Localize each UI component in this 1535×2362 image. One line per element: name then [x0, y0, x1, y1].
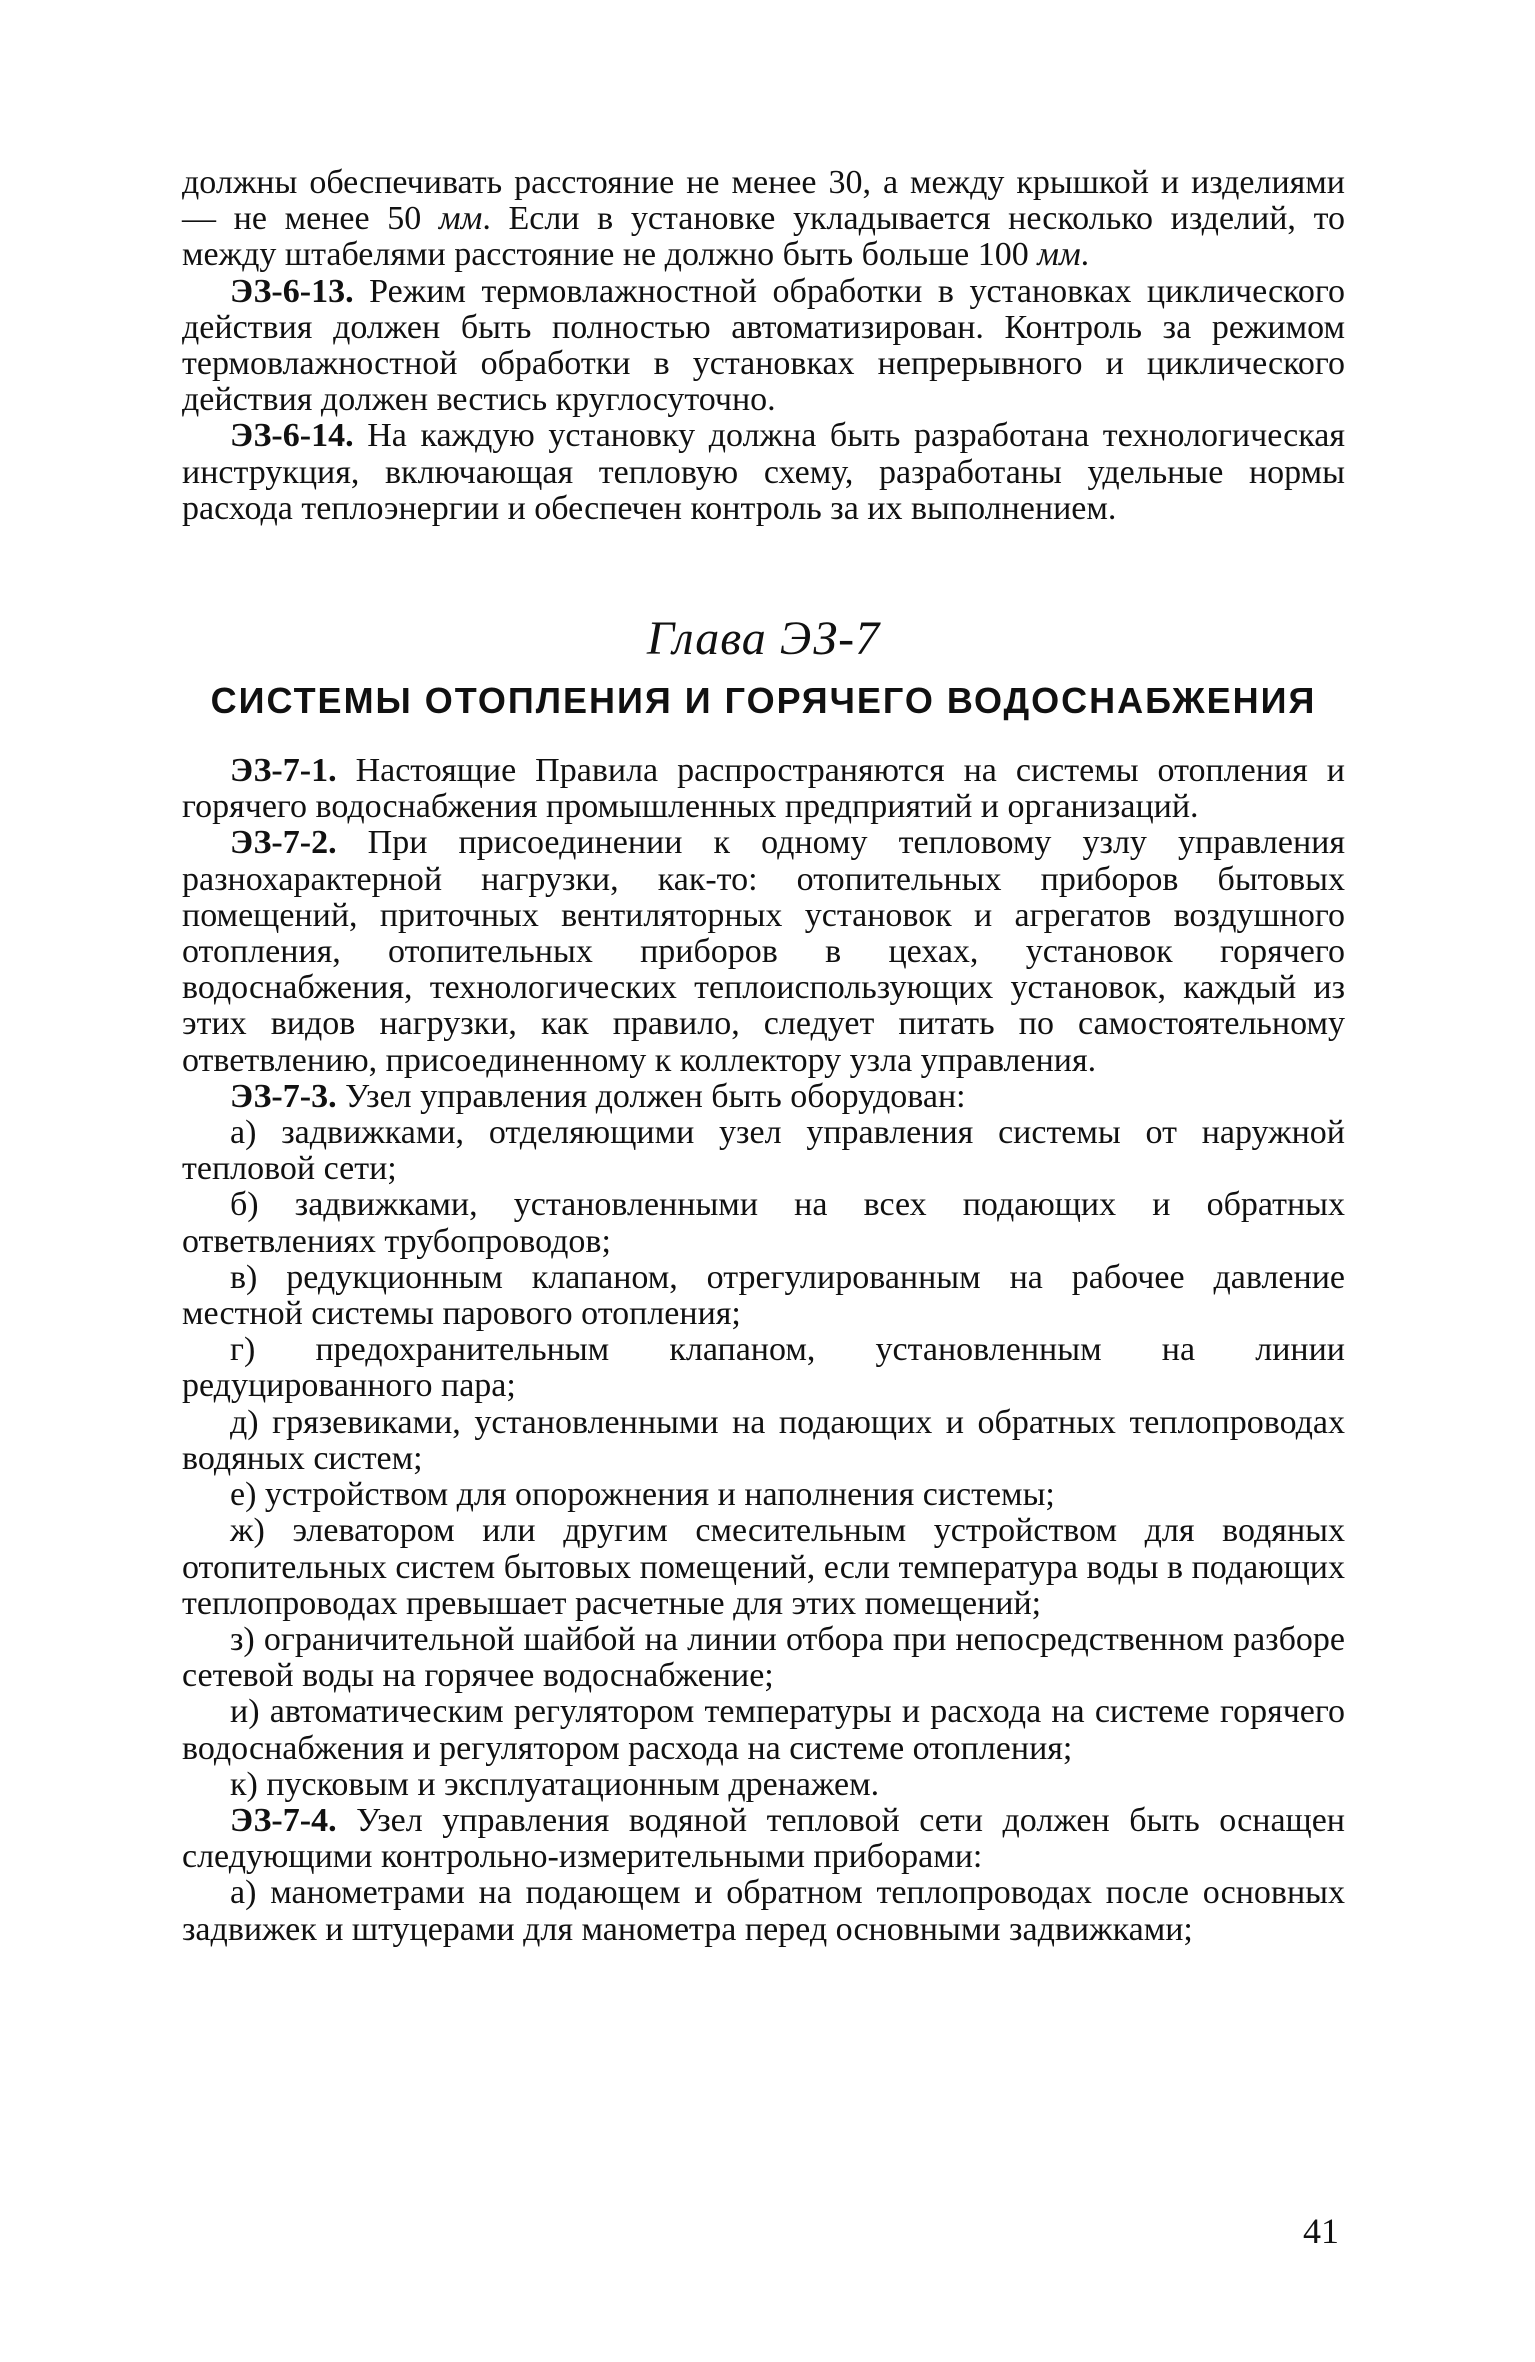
list-item: ж) элеватором или другим смесительным устройством для водяных отопительных систем бытовых помещений, если температура воды в подающих теплопроводах превышает расчетные для этих помещений; [182, 1512, 1345, 1622]
page-number: 41 [1303, 2211, 1339, 2251]
section-text: Настоящие Правила распространяются на системы отопления и горячего водоснабжения промышленных предприятий и организаций. [182, 752, 1345, 826]
section-number: ЭЗ-6-14. [230, 417, 354, 455]
paragraph-text: . [1080, 236, 1090, 274]
section-e3-6-14 [182, 418, 1345, 527]
list-item: к) пусковым и эксплуатационным дренажем. [230, 1765, 880, 1803]
section-e3-7-3 [182, 1079, 1345, 1115]
chapter-title: Глава ЭЗ-7 [646, 612, 881, 666]
list-item: з) ограничительной шайбой на линии отбора при непосредственном разборе сетевой воды на горячее водоснабжение; [182, 1620, 1345, 1695]
list-item: г) предохранительным клапаном, установленным на линии редуцированного пара; [182, 1331, 1345, 1405]
list-item: б) задвижками, установленными на всех подающих и обратных ответвлениях трубопроводов; [182, 1186, 1345, 1260]
section-text: Узел управления водяной тепловой сети должен быть оснащен следующими контрольно-измерительными приборами: [182, 1801, 1345, 1876]
section-number: ЭЗ-6-13. [230, 272, 354, 310]
section-e3-7-1 [182, 753, 1345, 825]
paragraph-text: должны обеспечивать расстояние не менее 30, а между крышкой и изделиями — не менее 50 [182, 164, 1345, 238]
list-item: и) автоматическим регулятором температуры и расхода на системе горячего водоснабжения и регулятором расхода на системе отопления; [182, 1693, 1345, 1767]
chapter-heading: СИСТЕМЫ ОТОПЛЕНИЯ И ГОРЯЧЕГО ВОДОСНАБЖЕНИЯ [210, 680, 1317, 722]
list-item: а) манометрами на подающем и обратном теплопроводах после основных задвижек и штуцерами для манометра перед основными задвижками; [182, 1874, 1345, 1948]
list-item: д) грязевиками, установленными на подающих и обратных теплопроводах водяных систем; [182, 1403, 1345, 1477]
section-e3-6-13 [182, 274, 1345, 419]
section-number: ЭЗ-7-3. [230, 1077, 337, 1115]
section-text: На каждую установку должна быть разработана технологическая инструкция, включающая тепловую схему, разработаны удельные нормы расхода теплоэнергии и обеспечен контроль за их выполнением. [182, 417, 1345, 527]
paragraph-continuation [182, 165, 1345, 274]
unit-mm: мм [1037, 236, 1081, 274]
section-e3-7-2 [182, 825, 1345, 1078]
section-number: ЭЗ-7-2. [230, 824, 337, 862]
section-text: При присоединении к одному тепловому узлу управления разнохарактерной нагрузки, как-то: отопительных приборов бытовых помещений, приточных вентиляторных установок и агрегатов воздушного отопления, отопительных приборов в цехах, установок горячего водоснабжения, технологических теплоиспользующих установок, каждый из этих видов нагрузки, как правило, следует питать по самостоятельному ответвлению, присоединенному к коллектору узла управления. [182, 824, 1345, 1079]
section-e3-7-4 [182, 1803, 1345, 1875]
paragraph-text: . Если в установке укладывается несколько изделий, то между штабелями расстояние не должно быть больше 100 [182, 200, 1345, 274]
list-item: е) устройством для опорожнения и наполнения системы; [230, 1476, 1055, 1514]
list-item: в) редукционным клапаном, отрегулированным на рабочее давление местной системы парового отопления; [182, 1258, 1345, 1333]
section-number: ЭЗ-7-4. [230, 1801, 337, 1839]
section-number: ЭЗ-7-1. [230, 752, 337, 790]
list-item: а) задвижками, отделяющими узел управления системы от наружной тепловой сети; [182, 1114, 1345, 1188]
section-text: Режим термовлажностной обработки в установках циклического действия должен быть полностью автоматизирован. Контроль за режимом термовлажностной обработки в установках непрерывного и циклического действия должен вестись круглосуточно. [182, 272, 1345, 419]
unit-mm: мм [438, 200, 483, 238]
section-text: Узел управления должен быть оборудован: [336, 1077, 966, 1115]
